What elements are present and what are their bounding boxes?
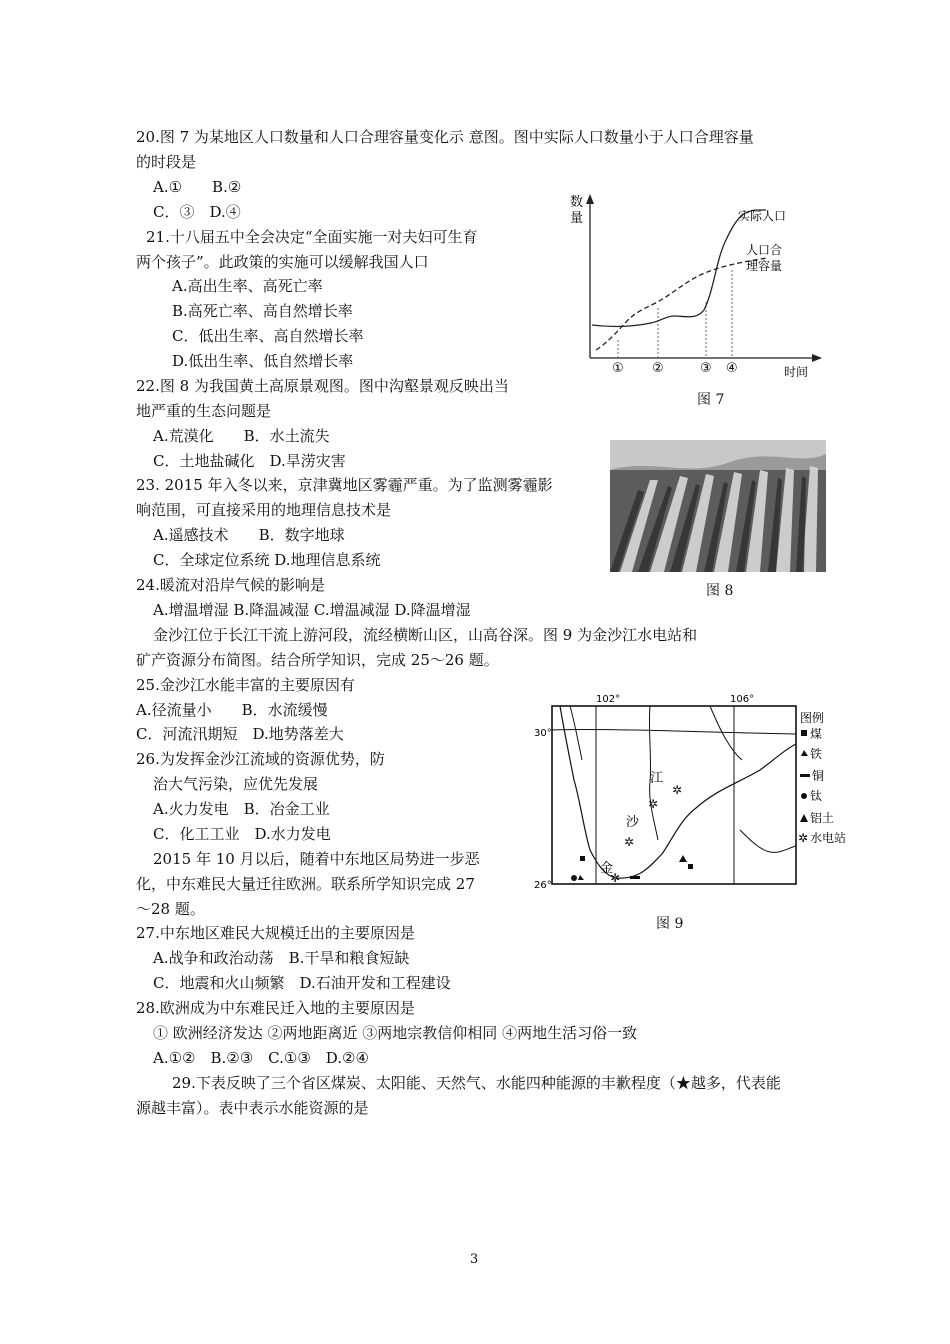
q20-stem-line1: 20.图 7 为某地区人口数量和人口合理容量变化示 意图。图中实际人口数量小于人口合理容量 <box>136 128 754 146</box>
lon-label-106: 106° <box>730 694 755 705</box>
q25-options-1: A.径流量小 B．水流缓慢 <box>136 701 328 719</box>
river-char-jin: 金 <box>600 861 614 876</box>
coal-marker-icon <box>688 864 693 869</box>
q24-options: A.增温增湿 B.降温减湿 C.增温减湿 D.降温增湿 <box>153 601 471 619</box>
q26-stem-line2: 治大气污染，应优先发展 <box>153 775 319 793</box>
hydropower-station-icon: ✲ <box>624 835 635 849</box>
q26-stem-line1: 26.为发挥金沙江流域的资源优势，防 <box>136 750 385 768</box>
legend-hydropower: 水电站 <box>810 831 847 845</box>
legend-capacity-2: 理容量 <box>746 259 783 273</box>
tick-1: ① <box>612 361 624 376</box>
legend-copper-icon <box>800 774 810 777</box>
q28-options: A.①② B.②③ C.①③ D.②④ <box>153 1049 369 1067</box>
tick-2: ② <box>652 361 664 376</box>
q20-options-1: A.① B.② <box>153 178 242 196</box>
q26-options-2: C．化工工业 D.水力发电 <box>153 825 331 843</box>
lon-label-102: 102° <box>596 694 621 705</box>
river-char-jiang: 江 <box>650 771 664 786</box>
q27-options-1: A.战争和政治动荡 B.干旱和粮食短缺 <box>153 949 410 967</box>
figure-9-map <box>530 690 860 890</box>
hydropower-station-icon: ✲ <box>610 871 621 885</box>
intro-27-line2: 化，中东难民大量迁往欧洲。联系所学知识完成 27 <box>136 875 475 893</box>
parallel-30 <box>552 729 796 734</box>
legend-coal: 煤 <box>810 727 823 741</box>
legend-hydropower-icon: ✲ <box>798 831 809 845</box>
coal-marker-icon <box>580 856 585 861</box>
actual-population-curve <box>592 210 766 326</box>
river-char-sha: 沙 <box>626 815 640 830</box>
iron-marker-icon <box>578 875 584 880</box>
y-axis-arrow <box>586 194 594 204</box>
legend-bauxite: 铝土 <box>810 811 835 825</box>
q28-items: ① 欧洲经济发达 ②两地距离近 ③两地宗教信仰相同 ④两地生活习俗一致 <box>153 1024 638 1042</box>
legend-iron: 铁 <box>810 747 823 761</box>
legend-title: 图例 <box>800 711 825 725</box>
q23-options-1: A.遥感技术 B．数字地球 <box>153 526 345 544</box>
q22-options-1: A.荒漠化 B．水土流失 <box>153 427 330 445</box>
q21-option-d: D.低出生率、低自然增长率 <box>172 352 354 370</box>
q29-stem-line1: 29.下表反映了三个省区煤炭、太阳能、天然气、水能四种能源的丰歉程度（★越多，代表能 <box>172 1074 781 1092</box>
intro-27-line3: ～28 题。 <box>136 900 205 918</box>
q21-option-b: B.高死亡率、高自然增长率 <box>172 302 353 320</box>
q25-stem: 25.金沙江水能丰富的主要原因有 <box>136 676 355 694</box>
figure-9-caption: 图 9 <box>656 916 684 932</box>
page-number: 3 <box>470 1252 479 1267</box>
figure-8-photo <box>610 440 826 572</box>
q23-options-2: C．全球定位系统 D.地理信息系统 <box>153 551 381 569</box>
lat-label-26: 26° <box>534 880 552 890</box>
q22-options-2: C．土地盐碱化 D.旱涝灾害 <box>153 452 346 470</box>
loess-gully-image <box>610 440 826 572</box>
legend-titanium-icon <box>801 793 807 799</box>
q22-stem-line2: 地严重的生态问题是 <box>136 402 272 420</box>
q21-stem-line2: 两个孩子”。此政策的实施可以缓解我国人口 <box>136 253 429 271</box>
figure-7-chart <box>566 190 826 382</box>
x-axis-label: 时间 <box>784 365 809 379</box>
intro-25-line1: 金沙江位于长江干流上游河段，流经横断山区，山高谷深。图 9 为金沙江水电站和 <box>153 626 698 644</box>
legend-copper: 铜 <box>812 769 825 783</box>
titanium-marker-icon <box>571 875 577 881</box>
tick-3: ③ <box>700 361 712 376</box>
q27-options-2: C．地震和火山频繁 D.石油开发和工程建设 <box>153 974 451 992</box>
q23-stem-line1: 23. 2015 年入冬以来，京津冀地区雾霾严重。为了监测雾霾影 <box>136 476 553 494</box>
legend-coal-icon <box>801 730 807 736</box>
q21-stem-line1: 21.十八届五中全会决定“全面实施一对夫妇可生育 <box>146 228 478 246</box>
y-axis-label-2: 量 <box>570 211 584 226</box>
copper-marker-icon <box>630 876 640 879</box>
bauxite-marker-icon <box>679 855 687 862</box>
intro-25-line2: 矿产资源分布简图。结合所学知识，完成 25～26 题。 <box>136 651 499 669</box>
q21-option-c: C．低出生率、高自然增长率 <box>172 327 364 345</box>
q27-stem: 27.中东地区难民大规模迁出的主要原因是 <box>136 924 415 942</box>
legend-actual-population: 实际人口 <box>738 209 787 223</box>
figure-8-caption: 图 8 <box>706 583 734 599</box>
q21-option-a: A.高出生率、高死亡率 <box>172 277 323 295</box>
q29-stem-line2: 源越丰富）。表中表示水能资源的是 <box>136 1099 369 1117</box>
q23-stem-line2: 响范围，可直接采用的地理信息技术是 <box>136 501 392 519</box>
q20-stem-line2: 的时段是 <box>136 153 197 171</box>
lat-label-30: 30° <box>534 728 552 739</box>
q26-options-1: A.火力发电 B．冶金工业 <box>153 800 330 818</box>
x-axis-arrow <box>812 354 822 362</box>
river-tributary-4 <box>740 830 796 852</box>
legend-capacity-1: 人口合 <box>746 243 783 257</box>
q25-options-2: C．河流汛期短 D.地势落差大 <box>136 725 344 743</box>
q24-stem: 24.暖流对沿岸气候的影响是 <box>136 576 325 594</box>
legend-titanium: 钛 <box>810 789 823 803</box>
river-tributary-1 <box>570 706 582 760</box>
hydropower-station-icon: ✲ <box>672 783 683 797</box>
figure-7-caption: 图 7 <box>697 392 725 408</box>
intro-27-line1: 2015 年 10 月以后，随着中东地区局势进一步恶 <box>153 850 480 868</box>
hydropower-station-icon: ✲ <box>648 797 659 811</box>
tick-4: ④ <box>726 361 738 376</box>
q22-stem-line1: 22.图 8 为我国黄土高原景观图。图中沟壑景观反映出当 <box>136 377 509 395</box>
legend-bauxite-icon <box>800 814 808 822</box>
q28-stem: 28.欧洲成为中东难民迁入地的主要原因是 <box>136 999 415 1017</box>
y-axis-label-1: 数 <box>570 195 584 210</box>
q20-options-2: C．③ D.④ <box>153 203 241 221</box>
capacity-curve <box>596 258 766 350</box>
legend-iron-icon <box>801 750 808 756</box>
